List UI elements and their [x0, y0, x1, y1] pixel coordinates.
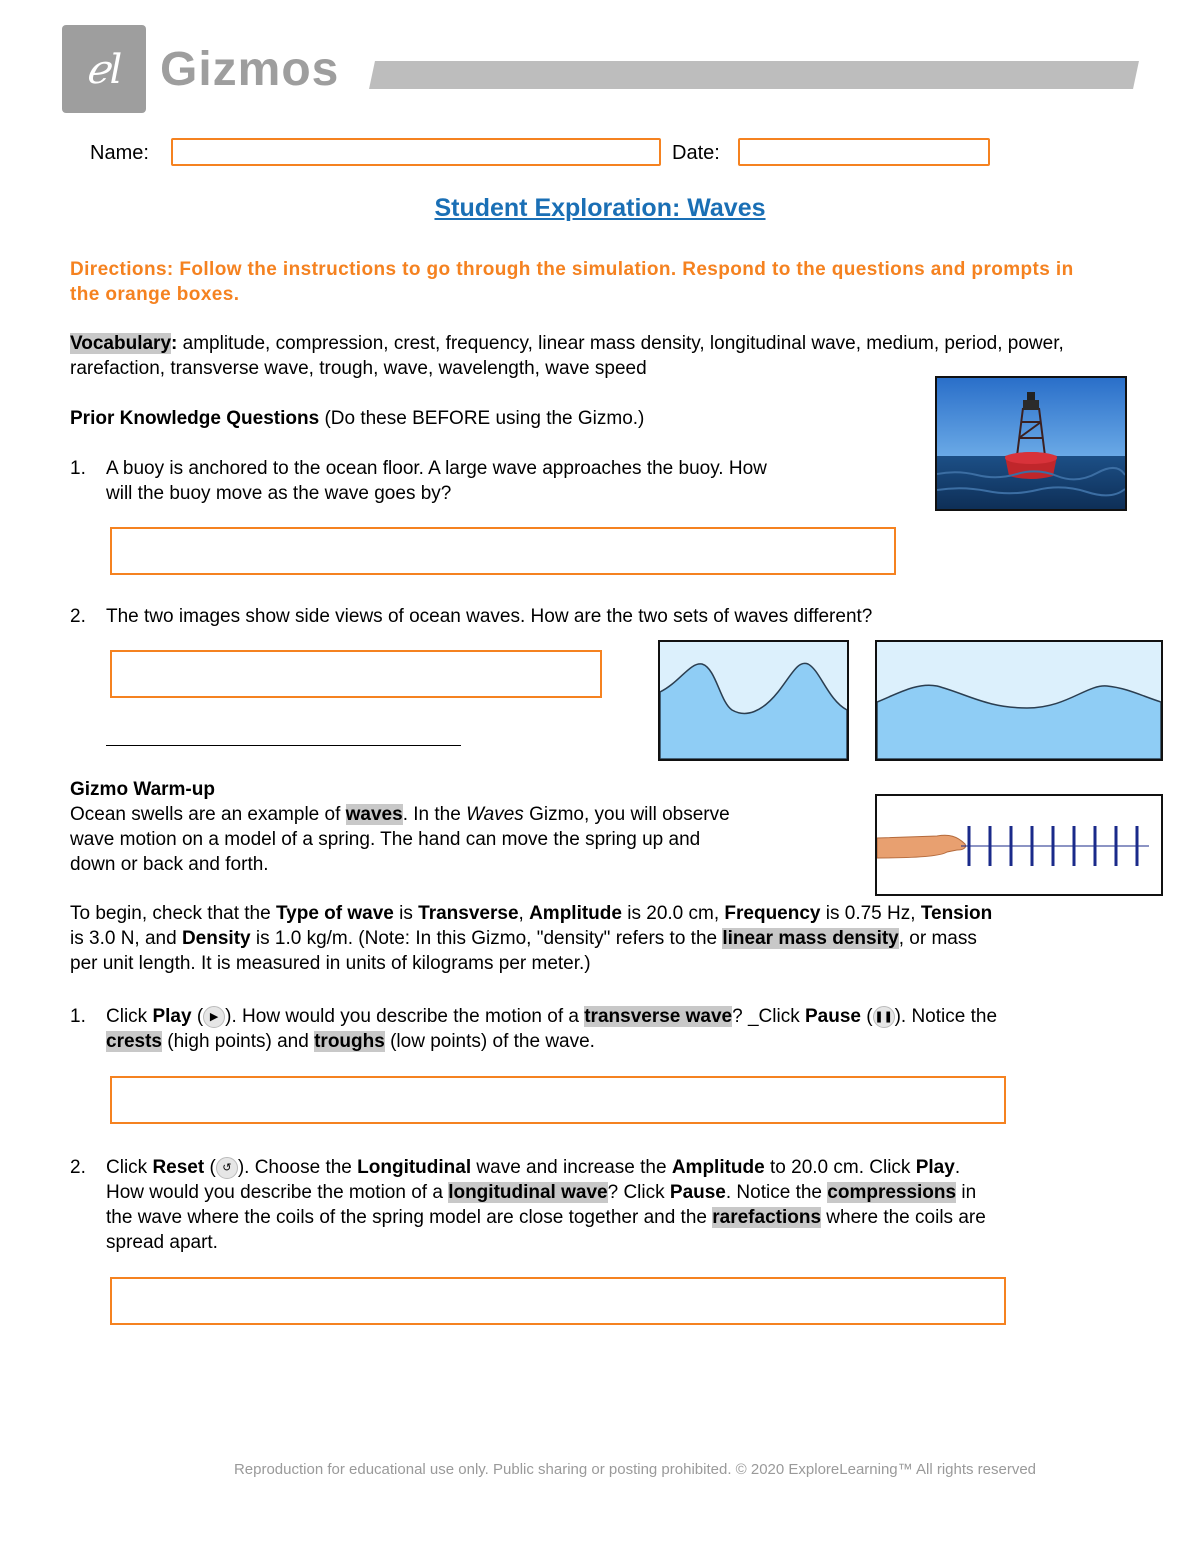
footer-copyright: Reproduction for educational use only. Public sharing or posting prohibited. © 2020 ExploreLearning™ All rights reserved	[233, 1461, 1037, 1478]
page-title: Student Exploration: Waves	[434, 194, 766, 222]
answer-box-prior-1[interactable]	[110, 527, 896, 575]
vocabulary-paragraph: Vocabulary: amplitude, compression, crest, frequency, linear mass density, longitudinal wave, medium, period, power, rarefaction, transverse wave, trough, wave, wavelength, wave speed	[70, 333, 1064, 379]
header-decor-bar	[369, 61, 1139, 89]
warmup-section: Gizmo Warm-up Ocean swells are an example of waves. In the Waves Gizmo, you will observe wave motion on a model of a spring. The hand can move the spring up and down or back and forth.	[70, 779, 730, 875]
vocabulary-label: Vocabulary	[70, 333, 172, 354]
name-label: Name:	[90, 142, 149, 164]
answer-box-warmup-1[interactable]	[110, 1076, 1006, 1124]
explorelearning-logo: ℯl	[62, 25, 146, 113]
name-field[interactable]	[171, 138, 661, 166]
reset-icon: ↺	[216, 1157, 238, 1179]
answer-box-prior-2[interactable]	[110, 650, 602, 698]
gentle-waves-image	[875, 640, 1163, 761]
date-label: Date:	[672, 142, 720, 164]
date-field[interactable]	[738, 138, 990, 166]
pause-icon: ❚❚	[873, 1006, 895, 1028]
buoy-photo	[935, 376, 1127, 511]
setup-paragraph: To begin, check that the Type of wave is Transverse, Amplitude is 20.0 cm, Frequency is 0.75 Hz, Tension is 3.0 N, and Density is 1.0 kg/m. (Note: In this Gizmo, "density" refers to the linear mass density, or mass per unit length. It is measured in units of kilograms per meter.)	[70, 903, 993, 974]
answer-underline	[106, 745, 461, 746]
play-icon: ▶	[203, 1006, 225, 1028]
tall-waves-image	[658, 640, 849, 761]
answer-box-warmup-2[interactable]	[110, 1277, 1006, 1325]
hand-spring-image	[875, 794, 1163, 896]
vocabulary-terms: amplitude, compression, crest, frequency, linear mass density, longitudinal wave, medium, period, power, rarefaction, transverse wave, trough, wave, wavelength, wave speed	[70, 333, 1064, 379]
prior-knowledge-heading: Prior Knowledge Questions (Do these BEFORE using the Gizmo.)	[70, 408, 645, 429]
directions-text: Directions: Follow the instructions to go through the simulation. Respond to the questions and prompts in the orange boxes.	[70, 259, 1074, 305]
gizmos-brand: Gizmos	[160, 43, 340, 96]
